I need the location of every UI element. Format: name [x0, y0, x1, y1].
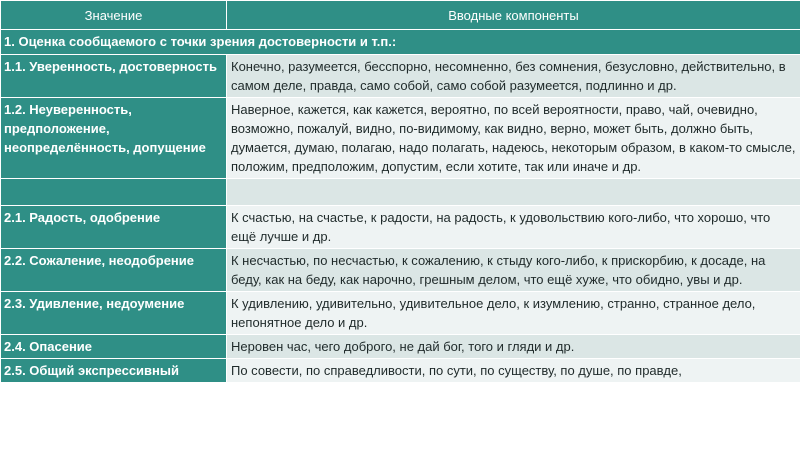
table-row [1, 55, 800, 98]
table-row [1, 292, 800, 335]
empty-cell [1, 179, 227, 206]
row-meaning: 2.2. Сожаление, неодобрение [1, 249, 227, 292]
table-row [1, 359, 800, 383]
table-row [1, 249, 800, 292]
section-row [1, 30, 800, 55]
row-components: Неровен час, чего доброго, не дай бог, того и гляди и др. [227, 335, 800, 359]
table-header-row [1, 1, 800, 30]
row-meaning: 2.3. Удивление, недоумение [1, 292, 227, 335]
row-meaning: 2.4. Опасение [1, 335, 227, 359]
section-title: 1. Оценка сообщаемого с точки зрения достоверности и т.п.: [1, 30, 800, 55]
row-components: По совести, по справедливости, по сути, по существу, по душе, по правде, [227, 359, 800, 383]
row-components: К удивлению, удивительно, удивительное дело, к изумлению, странно, странное дело, непонятное дело и др. [227, 292, 800, 335]
row-meaning: 2.1. Радость, одобрение [1, 206, 227, 249]
row-components: Конечно, разумеется, бесспорно, несомненно, без сомнения, безусловно, действительно, в самом деле, правда, само собой, само собой разумеется, подлинно и др. [227, 55, 800, 98]
empty-cell [227, 179, 800, 206]
row-components: К счастью, на счастье, к радости, на радость, к удовольствию кого-либо, что хорошо, что ещё лучше и др. [227, 206, 800, 249]
header-meaning: Значение [1, 1, 227, 30]
empty-row [1, 179, 800, 206]
row-meaning: 2.5. Общий экспрессивный [1, 359, 227, 383]
row-meaning: 1.1. Уверенность, достоверность [1, 55, 227, 98]
table-row [1, 98, 800, 179]
table-row [1, 206, 800, 249]
row-meaning: 1.2. Неуверенность, предположение, неопределённость, допущение [1, 98, 227, 179]
table-row [1, 335, 800, 359]
header-components: Вводные компоненты [227, 1, 800, 30]
row-components: К несчастью, по несчастью, к сожалению, к стыду кого-либо, к прискорбию, к досаде, на беду, как на беду, как нарочно, грешным делом, что ещё хуже, что обидно, увы и др. [227, 249, 800, 292]
row-components: Наверное, кажется, как кажется, вероятно, по всей вероятности, право, чай, очевидно, возможно, пожалуй, видно, по-видимому, как видно, верно, может быть, должно быть, думается, думаю, полагаю, надо полагать, надеюсь, некоторым образом, в каком-то смысле, положим, предположим, допустим, если хотите, так или иначе и др. [227, 98, 800, 179]
